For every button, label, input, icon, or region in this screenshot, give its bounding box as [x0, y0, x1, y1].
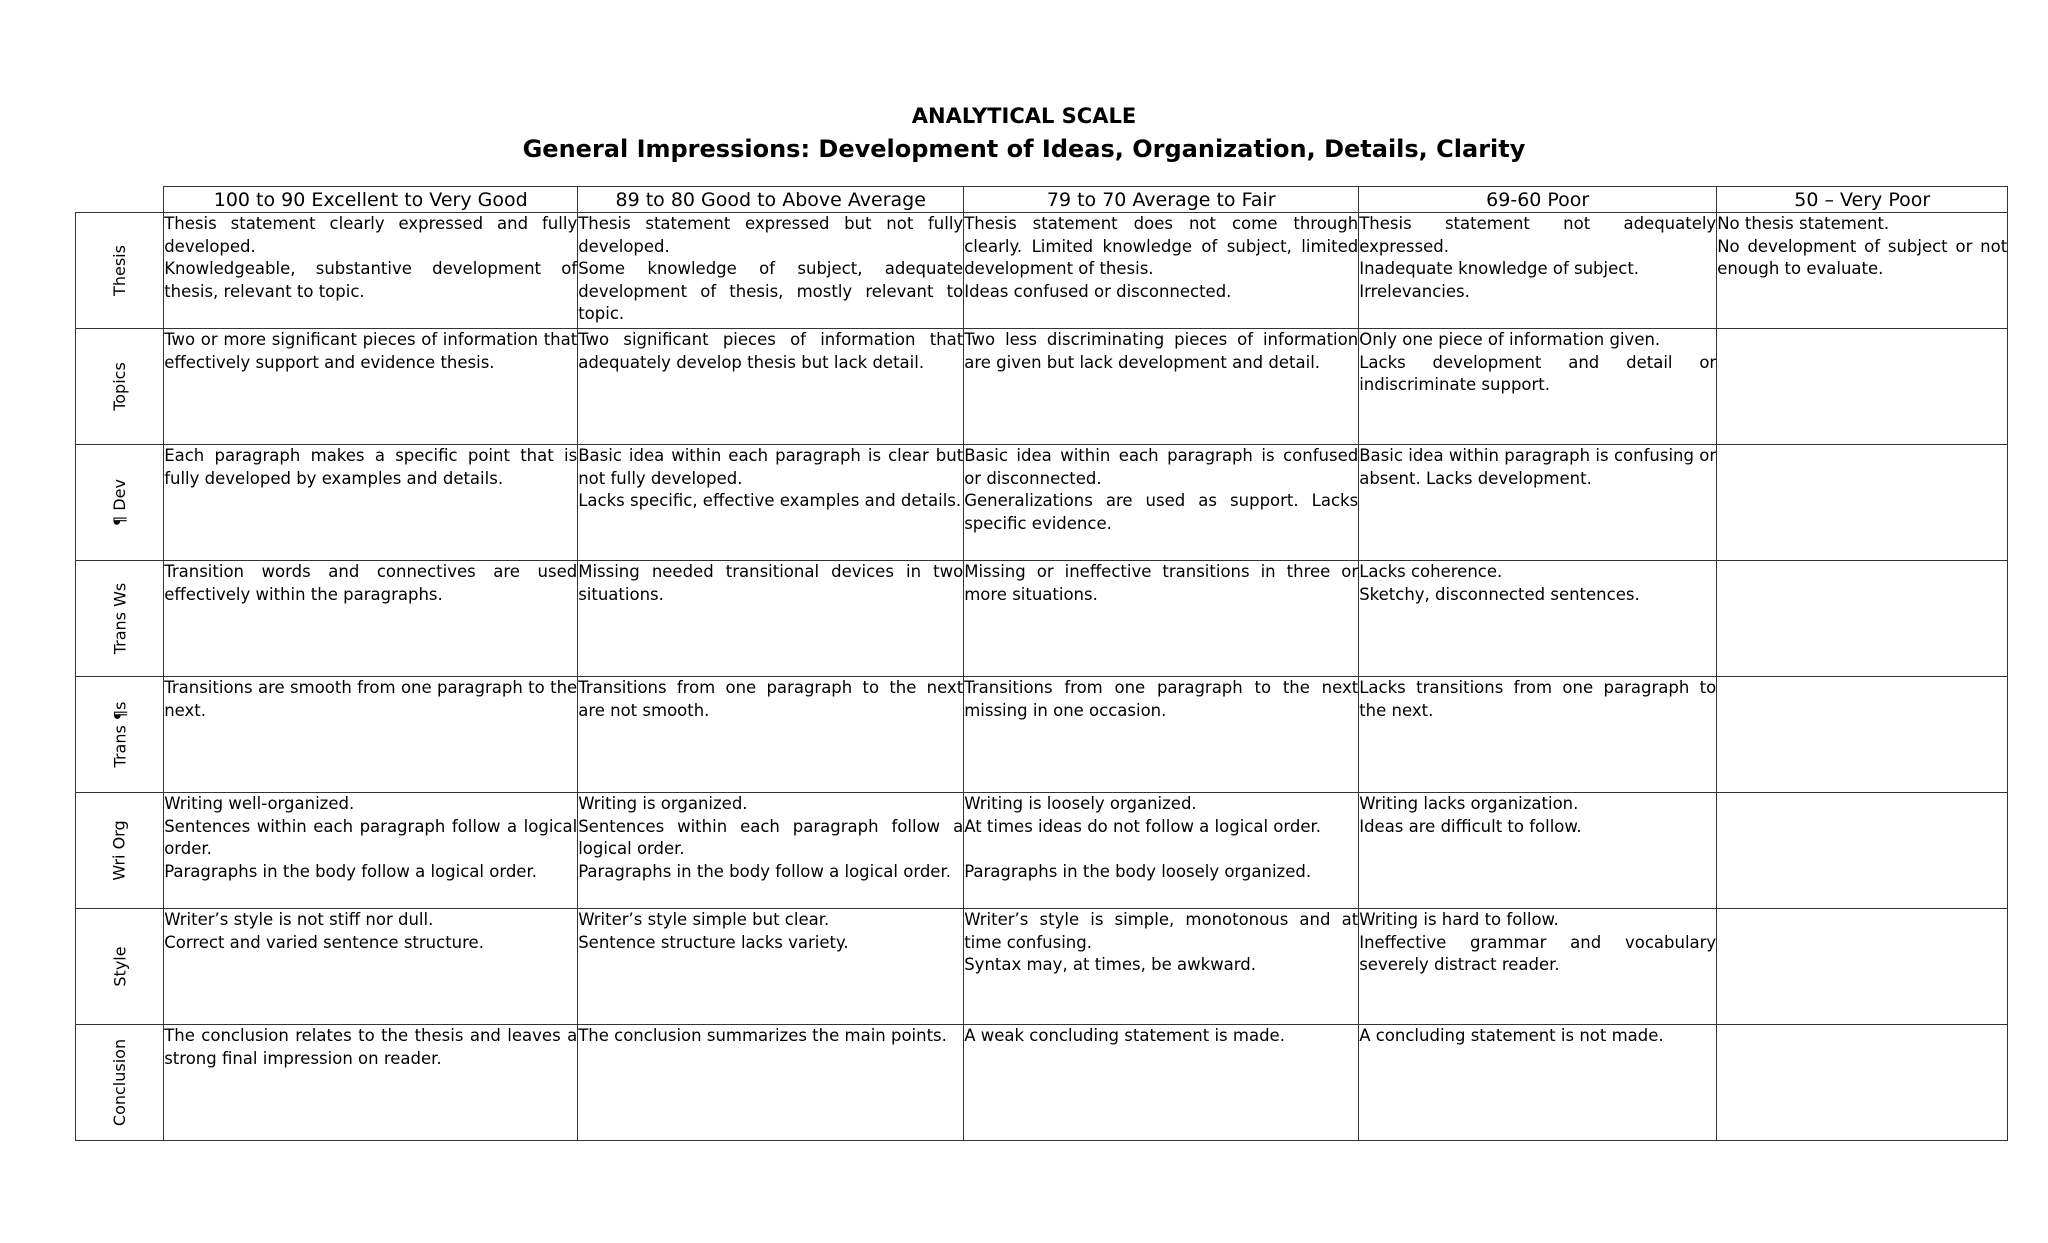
- criterion-text: No development of subject or not enough to evaluate.: [1717, 236, 2008, 278]
- criterion-cell: [964, 1025, 1359, 1141]
- table-row: [76, 213, 2008, 329]
- criterion-text: Missing or ineffective transitions in three or more situations.: [964, 562, 1359, 604]
- criterion-cell: [164, 329, 578, 445]
- document-title: ANALYTICAL SCALE: [911, 104, 1137, 128]
- criterion-text: Irrelevancies.: [1359, 281, 1470, 301]
- criterion-text: [964, 838, 1358, 861]
- row-label: Wri Org: [110, 820, 130, 881]
- criterion-cell: [578, 329, 964, 445]
- criterion-text: Writing is loosely organized.: [964, 794, 1197, 813]
- criterion-text: Thesis statement expressed but not fully developed.: [578, 214, 964, 256]
- criterion-cell: [164, 793, 578, 909]
- criterion-cell: [578, 445, 964, 561]
- row-label-cell: [76, 445, 164, 561]
- criterion-text: Two or more significant pieces of information that effectively support and evidence thesis.: [164, 330, 578, 372]
- row-label-cell: [76, 793, 164, 909]
- criterion-text: A concluding statement is not made.: [1359, 1026, 1664, 1045]
- row-label-cell: [76, 213, 164, 329]
- table-row: [76, 793, 2008, 909]
- criterion-text: Ideas confused or disconnected.: [964, 281, 1232, 301]
- criterion-text: A weak concluding statement is made.: [964, 1026, 1285, 1045]
- criterion-text: Basic idea within each paragraph is clear but not fully developed.: [578, 446, 964, 488]
- row-label: Conclusion: [110, 1038, 130, 1127]
- criterion-text: Paragraphs in the body follow a logical order.: [578, 861, 951, 881]
- row-label-cell: [76, 561, 164, 677]
- criterion-text: Lacks specific, effective examples and details.: [578, 491, 962, 510]
- criterion-cell: [964, 561, 1359, 677]
- criterion-cell: [1359, 329, 1717, 445]
- table-row: [76, 445, 2008, 561]
- criterion-text: Sentence structure lacks variety.: [578, 932, 849, 952]
- criterion-cell: [1359, 445, 1717, 561]
- criterion-cell: [164, 677, 578, 793]
- level-header: 69-60 Poor: [1359, 187, 1717, 213]
- level-header: 89 to 80 Good to Above Average: [578, 187, 964, 213]
- table-row: [76, 561, 2008, 677]
- level-header: 79 to 70 Average to Fair: [964, 187, 1359, 213]
- criterion-cell: [1359, 793, 1717, 909]
- criterion-cell: [1717, 793, 2008, 909]
- row-label: Thesis: [110, 245, 130, 296]
- table-row: [76, 1025, 2008, 1141]
- criterion-text: Two less discriminating pieces of information are given but lack development and detail.: [964, 330, 1359, 372]
- row-label-cell: [76, 677, 164, 793]
- row-label: Topics: [110, 362, 130, 411]
- criterion-text: Transitions from one paragraph to the next are not smooth.: [578, 678, 964, 720]
- criterion-text: Thesis statement clearly expressed and fully developed.: [164, 214, 578, 256]
- corner-cell: [76, 187, 164, 213]
- criterion-text: Sentences within each paragraph follow a logical order.: [164, 816, 578, 858]
- criterion-cell: [964, 445, 1359, 561]
- criterion-cell: [1717, 213, 2008, 329]
- criterion-text: Writing is organized.: [578, 794, 748, 813]
- criterion-cell: [964, 329, 1359, 445]
- criterion-text: Basic idea within each paragraph is confused or disconnected.: [964, 446, 1359, 488]
- criterion-text: Each paragraph makes a specific point that is fully developed by examples and details.: [164, 446, 578, 488]
- criterion-cell: [164, 445, 578, 561]
- criterion-text: Basic idea within paragraph is confusing or absent. Lacks development.: [1359, 446, 1717, 488]
- table-row: [76, 909, 2008, 1025]
- criterion-cell: [1717, 677, 2008, 793]
- criterion-cell: [164, 213, 578, 329]
- criterion-cell: [1717, 561, 2008, 677]
- criterion-text: Knowledgeable, substantive development of thesis, relevant to topic.: [164, 259, 578, 301]
- row-label: Trans Ws: [110, 582, 130, 655]
- criterion-text: Lacks development and detail or indiscriminate support.: [1359, 352, 1717, 394]
- criterion-text: Transitions from one paragraph to the next missing in one occasion.: [964, 678, 1359, 720]
- criterion-text: Syntax may, at times, be awkward.: [964, 955, 1256, 974]
- criterion-text: Transition words and connectives are used effectively within the paragraphs.: [164, 562, 578, 604]
- criterion-text: The conclusion summarizes the main points.: [578, 1026, 947, 1045]
- criterion-text: Paragraphs in the body follow a logical order.: [164, 861, 537, 881]
- criterion-text: Writer’s style is not stiff nor dull.: [164, 910, 434, 929]
- criterion-text: Ideas are difficult to follow.: [1359, 816, 1582, 836]
- criterion-cell: [1717, 445, 2008, 561]
- criterion-cell: [578, 1025, 964, 1141]
- criterion-cell: [1359, 909, 1717, 1025]
- criterion-text: Writer’s style is simple, monotonous and at time confusing.: [964, 910, 1359, 952]
- criterion-cell: [1359, 677, 1717, 793]
- criterion-cell: [578, 213, 964, 329]
- row-label: ¶ Dev: [110, 479, 130, 526]
- criterion-cell: [1359, 1025, 1717, 1141]
- criterion-cell: [1717, 1025, 2008, 1141]
- level-header: 50 – Very Poor: [1717, 187, 2008, 213]
- criterion-cell: [1717, 909, 2008, 1025]
- criterion-text: Lacks transitions from one paragraph to the next.: [1359, 678, 1717, 720]
- criterion-text: Sentences within each paragraph follow a logical order.: [578, 816, 964, 858]
- criterion-cell: [964, 793, 1359, 909]
- criterion-text: Two significant pieces of information that adequately develop thesis but lack detail.: [578, 330, 964, 372]
- criterion-text: Ineffective grammar and vocabulary severely distract reader.: [1359, 932, 1717, 974]
- criterion-cell: [578, 793, 964, 909]
- criterion-cell: [1359, 561, 1717, 677]
- criterion-text: Paragraphs in the body loosely organized.: [964, 861, 1312, 881]
- criterion-text: Transitions are smooth from one paragraph to the next.: [164, 678, 578, 720]
- criterion-cell: [964, 909, 1359, 1025]
- criterion-cell: [964, 677, 1359, 793]
- criterion-cell: [578, 909, 964, 1025]
- criterion-cell: [164, 909, 578, 1025]
- criterion-text: Writing well-organized.: [164, 794, 355, 813]
- criterion-text: Sketchy, disconnected sentences.: [1359, 584, 1640, 604]
- criterion-cell: [1359, 213, 1717, 329]
- criterion-text: Thesis statement does not come through clearly. Limited knowledge of subject, limited development of thesis.: [964, 214, 1359, 278]
- row-label: Style: [110, 946, 130, 987]
- criterion-text: Writer’s style simple but clear.: [578, 910, 830, 929]
- rubric-table: [75, 186, 2008, 1141]
- criterion-cell: [1717, 329, 2008, 445]
- criterion-text: Generalizations are used as support. Lacks specific evidence.: [964, 491, 1359, 533]
- criterion-cell: [578, 561, 964, 677]
- criterion-text: The conclusion relates to the thesis and leaves a strong final impression on reader.: [164, 1026, 578, 1068]
- criterion-text: Missing needed transitional devices in two situations.: [578, 562, 964, 604]
- criterion-text: Some knowledge of subject, adequate development of thesis, mostly relevant to topic.: [578, 259, 964, 323]
- criterion-text: Lacks coherence.: [1359, 562, 1503, 581]
- criterion-text: Only one piece of information given.: [1359, 330, 1661, 349]
- level-header: 100 to 90 Excellent to Very Good: [164, 187, 578, 213]
- criterion-text: Writing lacks organization.: [1359, 794, 1579, 813]
- criterion-cell: [578, 677, 964, 793]
- criterion-text: Writing is hard to follow.: [1359, 910, 1559, 929]
- criterion-cell: [964, 213, 1359, 329]
- document-subtitle: General Impressions: Development of Ideas, Organization, Details, Clarity: [522, 135, 1526, 163]
- row-label-cell: [76, 909, 164, 1025]
- row-label-cell: [76, 329, 164, 445]
- criterion-cell: [164, 1025, 578, 1141]
- row-label: Trans ¶s: [110, 701, 130, 768]
- criterion-text: At times ideas do not follow a logical order.: [964, 816, 1322, 836]
- criterion-cell: [164, 561, 578, 677]
- header-row: [76, 187, 2008, 213]
- criterion-text: Correct and varied sentence structure.: [164, 932, 484, 952]
- row-label-cell: [76, 1025, 164, 1141]
- rubric-body: [76, 213, 2008, 1141]
- criterion-text: No thesis statement.: [1717, 214, 1890, 233]
- criterion-text: Thesis statement not adequately expressed.: [1359, 214, 1717, 256]
- criterion-text: Inadequate knowledge of subject.: [1359, 259, 1640, 278]
- table-row: [76, 677, 2008, 793]
- table-row: [76, 329, 2008, 445]
